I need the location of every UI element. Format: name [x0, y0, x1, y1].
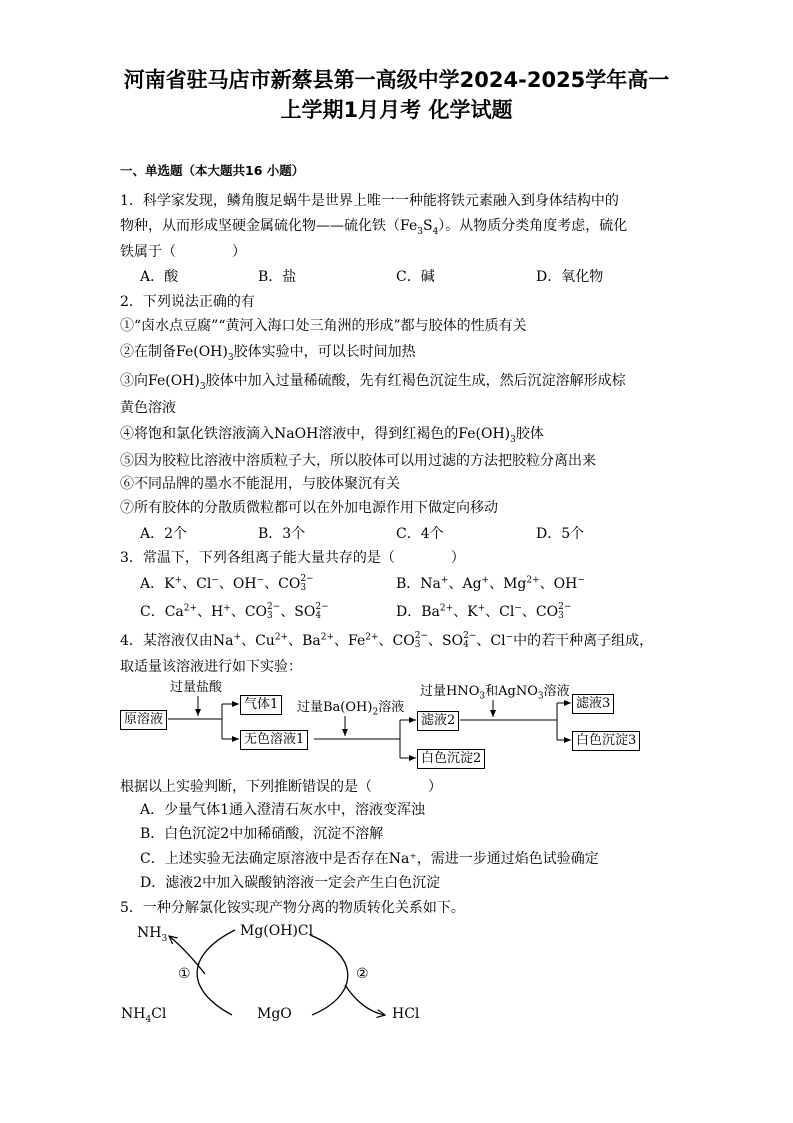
q3b-label: B． — [396, 576, 421, 592]
q1-sub4: 4 — [432, 226, 439, 237]
q1-line2-c: ）。从物质分类角度考虑，硫化 — [438, 218, 628, 234]
q3b-ag-charge: + — [481, 575, 490, 586]
q3a-oh: 、OH — [218, 576, 257, 592]
flow-reagent3-c: 溶液 — [543, 684, 570, 699]
q5-label-nh3 — [137, 924, 167, 942]
flow-box-gas1: 气体1 — [240, 695, 282, 715]
q3c-so4-charge: 2− — [315, 602, 329, 612]
q4-l1-a: 4．某溶液仅由 — [120, 633, 213, 649]
q4-option-b[interactable]: B．白色沉淀2中加稀硝酸，沉淀不溶解 — [140, 826, 384, 842]
q3b-ag: 、Ag — [448, 576, 482, 592]
q3b-mg: 、Mg — [489, 576, 527, 592]
q3b-mg-charge: 2+ — [526, 575, 540, 586]
q5-label-step1: ① — [178, 966, 191, 982]
q4-co3-charge: 2− — [414, 631, 429, 641]
q4-cu-charge: 2+ — [274, 632, 289, 643]
q2-s4-c: 胶体 — [515, 426, 544, 442]
q4-l1-b: 中的若干种离子组成， — [513, 633, 654, 649]
q4-co3-sub: 3 — [414, 640, 421, 650]
q4-option-c[interactable]: C．上述实验无法确定原溶液中是否存在Na⁺，需进一步通过焰色试验确定 — [140, 851, 599, 867]
q2-s2-c: 胶体实验中，可以长时间加热 — [233, 344, 416, 360]
flow-reagent3-sub2: 3 — [537, 691, 544, 702]
q4-ba: 、Ba — [288, 633, 321, 649]
section-heading: 一、单选题（本大题共16 小题） — [120, 163, 305, 178]
q4-so4-charge: 2− — [463, 631, 477, 641]
flow-reagent3-sub: 3 — [479, 691, 486, 702]
q4-line2: 取适量该溶液进行如下实验： — [120, 659, 302, 675]
q4-na-charge: + — [233, 632, 242, 643]
q5-nh3-sub: 3 — [161, 933, 168, 944]
q3d-cl: 、Cl — [485, 604, 515, 620]
q3a-co3-sub: 3 — [300, 583, 307, 593]
q3c-co3-sub: 3 — [267, 611, 273, 621]
q2-option-d[interactable]: D．5个 — [536, 526, 585, 542]
q2-option-a[interactable]: A．2个 — [140, 526, 188, 542]
q5-nh4cl-b: Cl — [151, 1006, 167, 1022]
q4-cl: 、Cl — [476, 633, 506, 649]
q4-so4-sub: 4 — [463, 640, 469, 650]
q4-cu: 、Cu — [241, 633, 275, 649]
q3d-co: 、CO — [521, 604, 559, 620]
q4-fe-charge: 2+ — [365, 632, 379, 643]
page-title-line1: 河南省驻马店市新蔡县第一高级中学2024-2025学年高一 — [123, 68, 670, 92]
flow-reagent3-a: 过量HNO — [420, 684, 480, 699]
q3a-oh-charge: − — [256, 575, 265, 586]
q4-fe: 、Fe — [334, 633, 366, 649]
q5-nh3-a: NH — [137, 925, 162, 941]
q3c-h-charge: + — [223, 603, 231, 614]
q3c-co: 、CO — [230, 604, 268, 620]
q2-s3-sub: 3 — [199, 381, 206, 392]
q5-arc-left — [197, 930, 235, 1015]
q4-option-d[interactable]: D．滤液2中加入碳酸钠溶液一定会产生白色沉淀 — [140, 875, 441, 891]
q2-option-c[interactable]: C．4个 — [396, 526, 444, 542]
q2-s2-sub: 3 — [227, 352, 234, 363]
q2-statement-6: ⑥不同品牌的墨水不能混用，与胶体聚沉有关 — [120, 476, 400, 492]
flow-box-filtrate3: 滤液3 — [572, 694, 614, 714]
q3a-k-charge: + — [174, 575, 183, 586]
q5-arc-right — [310, 935, 348, 1015]
q3c-ca: Ca — [164, 604, 184, 620]
flow-reagent2-sub: 2 — [372, 707, 379, 718]
q4-ba-charge: 2+ — [320, 632, 335, 643]
q1-option-a[interactable]: A．酸 — [140, 269, 179, 285]
q3d-co3-sub: 3 — [558, 611, 564, 621]
q2-s3-a: ③向 — [120, 373, 148, 389]
q2-s4-sub: 3 — [510, 434, 516, 445]
q5-stem: 5．一种分解氯化铵实现产物分离的物质转化关系如下。 — [120, 900, 465, 916]
flow-reagent2-a: 过量Ba(OH) — [297, 700, 373, 715]
flow-box-original-solution: 原溶液 — [120, 710, 167, 730]
flow-box-filtrate2: 滤液2 — [417, 711, 459, 731]
q2-s4-formula: Fe(OH) — [458, 426, 511, 442]
q3d-k: 、K — [453, 604, 478, 620]
q3d-ba: Ba — [421, 604, 440, 620]
q5-nh4cl-a: NH — [121, 1006, 146, 1022]
q3c-so: 、SO — [280, 604, 316, 620]
q2-s3-c: 胶体中加入过量稀硫酸，先有红褐色沉淀生成，然后沉淀溶解形成棕 — [205, 373, 626, 389]
q2-statement-1: ①“卤水点豆腐”“黄河入海口处三角洲的形成”都与胶体的性质有关 — [120, 318, 527, 334]
q2-s2-formula: Fe(OH) — [176, 344, 228, 360]
q3a-cl: 、Cl — [182, 576, 212, 592]
q3b-oh-charge: − — [577, 575, 585, 586]
q2-s3-formula: Fe(OH) — [148, 373, 200, 389]
q3a-k: K — [164, 576, 175, 592]
q1-option-b[interactable]: B．盐 — [258, 269, 297, 285]
q3b-oh: 、OH — [539, 576, 578, 592]
q3c-label: C． — [140, 604, 165, 620]
q1-sub3: 3 — [417, 226, 423, 237]
q1-line2-a: 物种，从而形成坚硬金属硫化物——硫化铁（Fe — [120, 218, 418, 234]
q5-label-step2: ② — [356, 966, 369, 982]
q3d-cl-charge: − — [514, 603, 522, 614]
q3b-na: Na — [420, 576, 441, 592]
q5-label-mgo: MgO — [257, 1006, 292, 1022]
flow-label-reagent1: 过量盐酸 — [170, 680, 223, 695]
q3d-k-charge: + — [477, 603, 486, 614]
q1-line1: 1．科学家发现，鳞角腹足蜗牛是世界上唯一一种能将铁元素融入到身体结构中的 — [120, 193, 619, 209]
q1-option-c[interactable]: C．碱 — [396, 269, 435, 285]
flow-box-precipitate3: 白色沉淀3 — [572, 731, 640, 751]
q2-statement-5: ⑤因为胶粒比溶液中溶质粒子大，所以胶体可以用过滤的方法把胶粒分离出来 — [120, 453, 596, 469]
q3a-co3-charge: 2− — [300, 574, 314, 584]
q2-statement-3-cont: 黄色溶液 — [120, 400, 176, 416]
q4-na: Na — [212, 633, 234, 649]
q3-stem: 3．常温下，下列各组离子能大量共存的是（ ） — [120, 550, 465, 566]
q2-stem: 2．下列说法正确的有 — [120, 294, 255, 310]
q3b-na-charge: + — [440, 575, 449, 586]
q5-label-nh4cl — [121, 1005, 166, 1023]
q1-line3: 铁属于（ ） — [120, 244, 246, 260]
q3d-label: D． — [396, 604, 422, 620]
q3c-co3-charge: 2− — [267, 602, 281, 612]
flow-box-solution1: 无色溶液1 — [240, 730, 308, 750]
q5-label-mgohcl: Mg(OH)Cl — [240, 923, 314, 939]
q3c-ca-charge: 2+ — [183, 603, 198, 614]
q3c-h: 、H — [197, 604, 224, 620]
page-title-line2: 上学期1月月考 化学试题 — [280, 98, 513, 122]
q5-arrow-hcl — [345, 985, 385, 1015]
q5-nh4cl-sub: 4 — [145, 1014, 152, 1025]
q2-statement-7: ⑦所有胶体的分散质微粒都可以在外加电源作用下做定向移动 — [120, 500, 498, 516]
q4-co: 、CO — [378, 633, 415, 649]
q5-label-hcl: HCl — [392, 1006, 420, 1022]
q2-s2-a: ②在制备 — [120, 344, 176, 360]
q4-line3: 根据以上实验判断，下列推断错误的是（ ） — [120, 779, 442, 795]
q4-so: 、SO — [428, 633, 464, 649]
q2-option-b[interactable]: B．3个 — [258, 526, 306, 542]
q3a-co: 、CO — [264, 576, 301, 592]
q2-s4-a: ④将饱和氯化铁溶液滴入NaOH溶液中，得到红褐色的 — [120, 426, 459, 442]
q4-option-a[interactable]: A．少量气体1通入澄清石灰水中，溶液变浑浊 — [140, 802, 426, 818]
q3a-label: A． — [140, 576, 165, 592]
flow-box-precipitate2: 白色沉淀2 — [417, 749, 485, 769]
q1-line2-s: S — [422, 218, 433, 234]
q3a-cl-charge: − — [211, 575, 219, 586]
q3c-so4-sub: 4 — [315, 611, 322, 621]
flow-reagent3-b: 和AgNO — [485, 684, 538, 699]
flow-reagent2-b: 溶液 — [378, 700, 405, 715]
q3d-co3-charge: 2− — [558, 602, 572, 612]
q4-cl-charge: − — [505, 632, 514, 643]
q3d-ba-charge: 2+ — [439, 603, 454, 614]
q1-option-d[interactable]: D．氧化物 — [536, 269, 604, 285]
